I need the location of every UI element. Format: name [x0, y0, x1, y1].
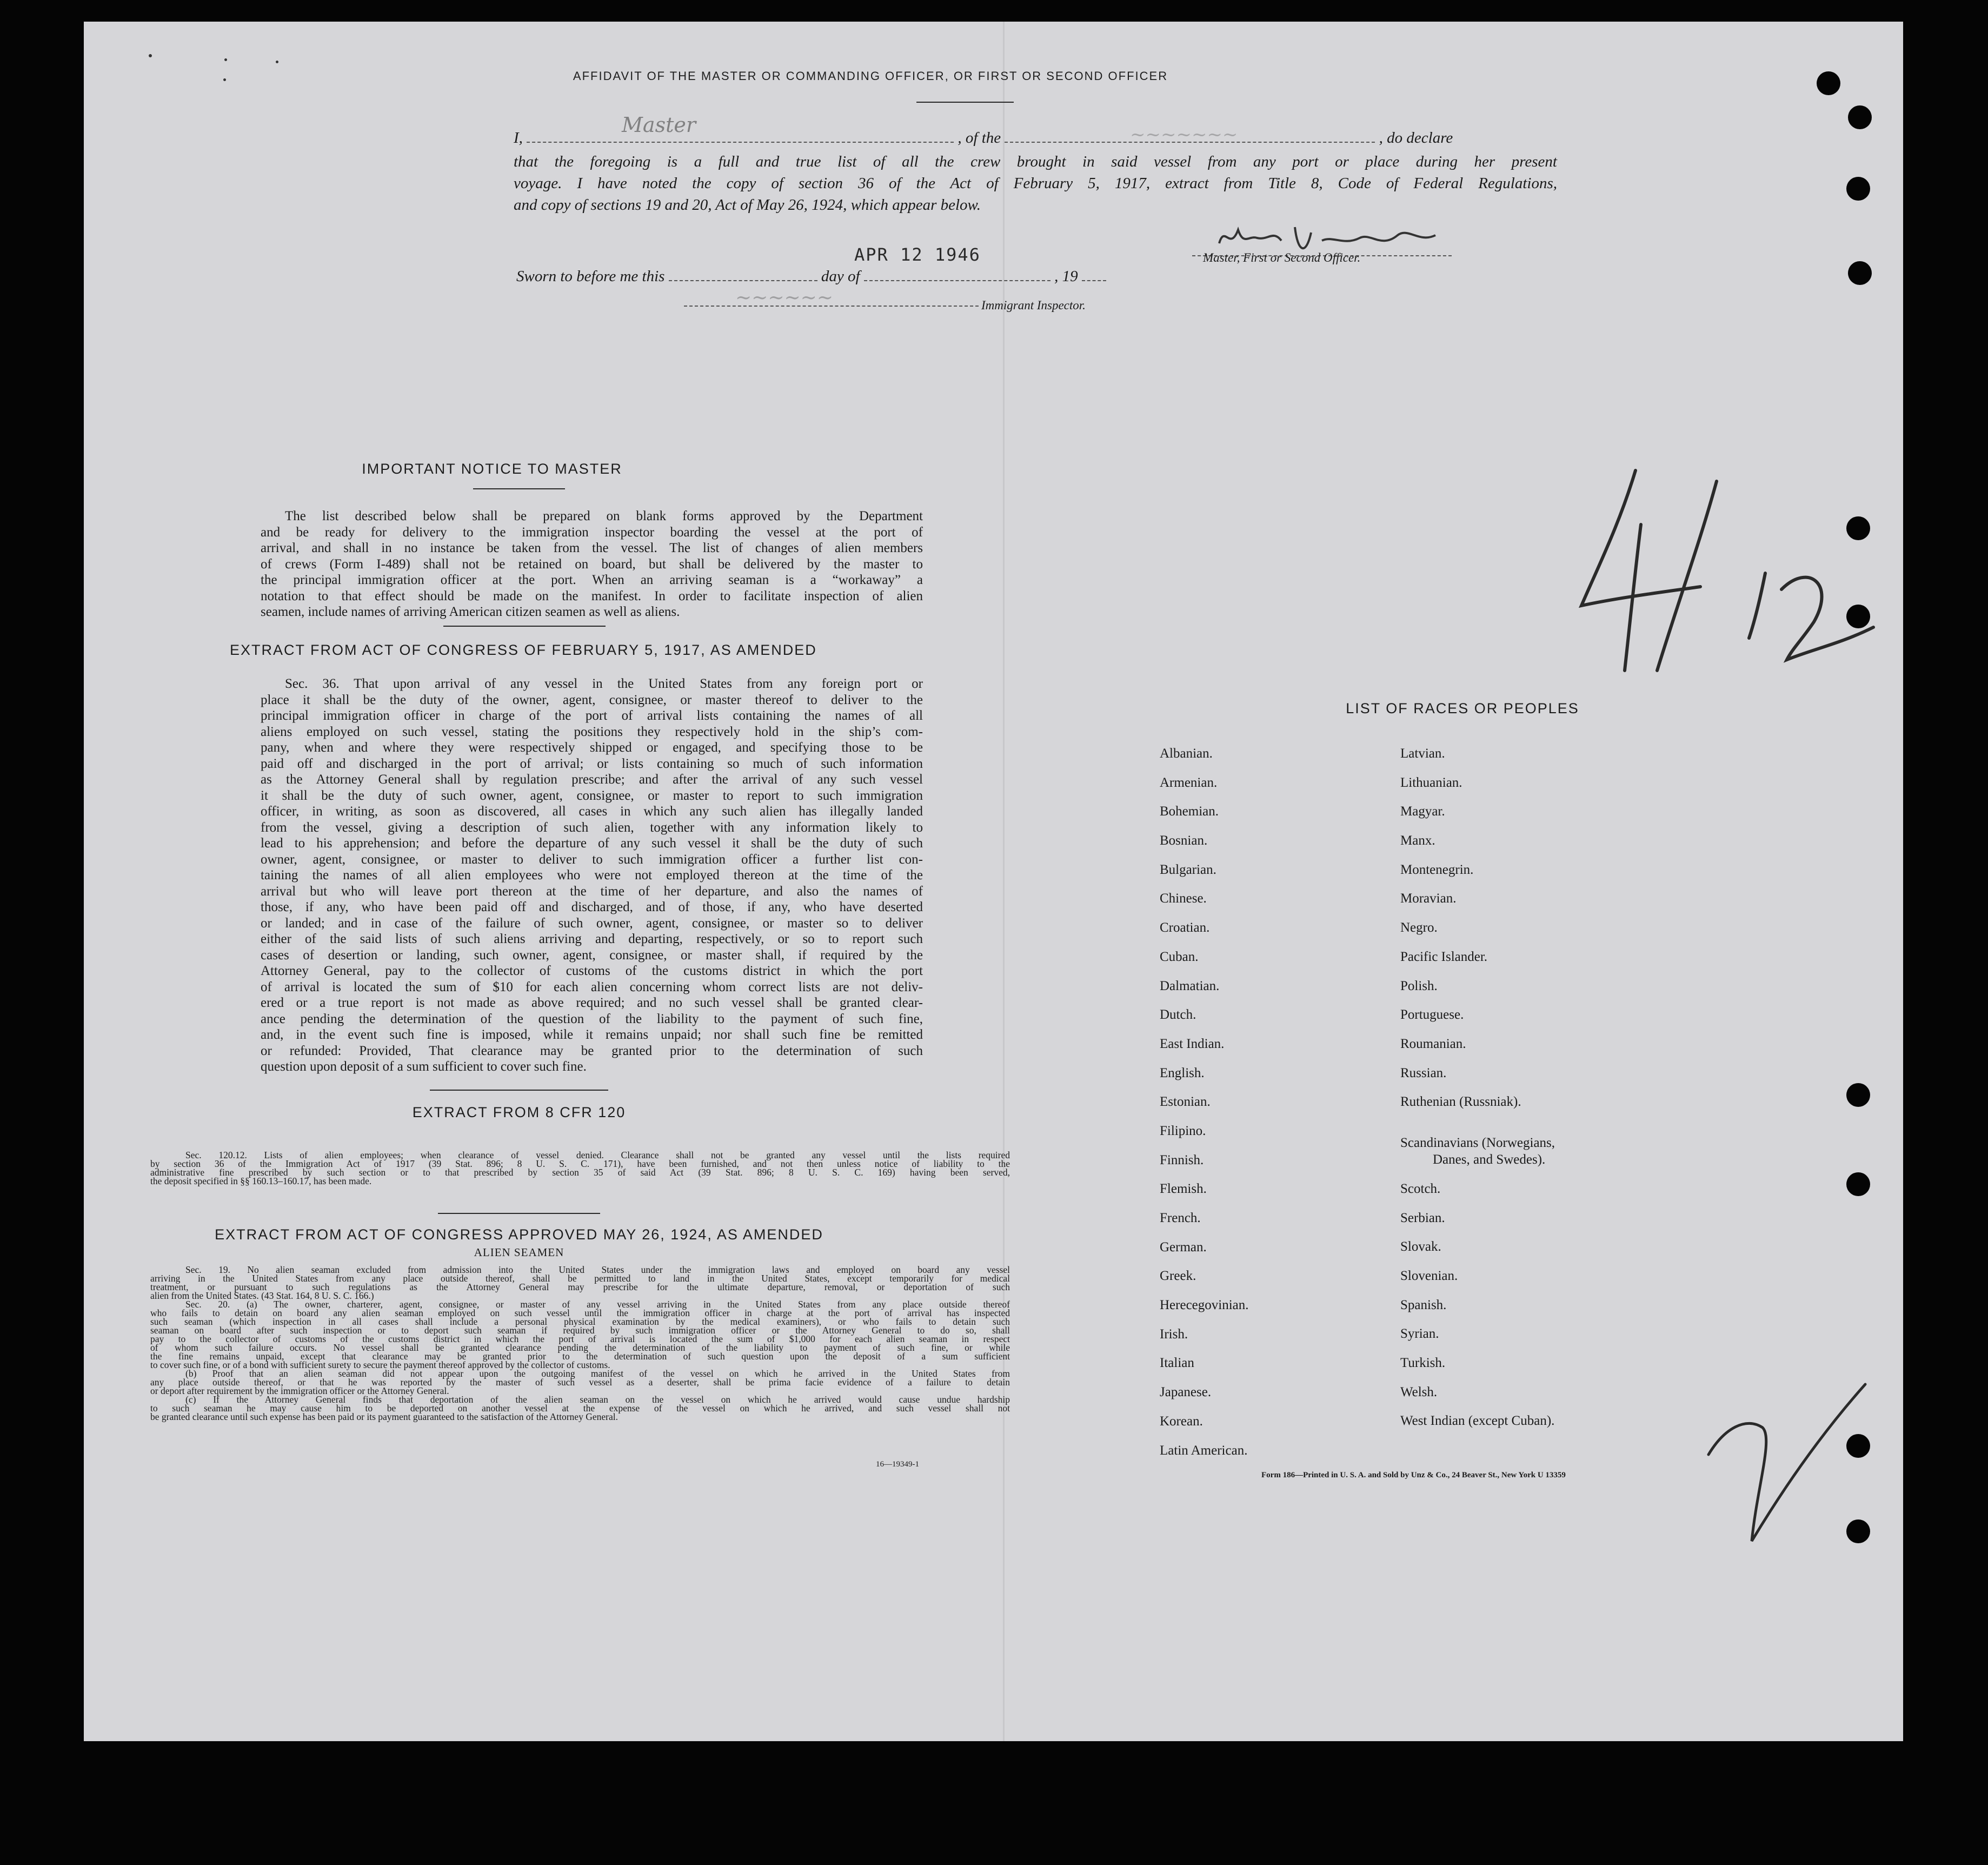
race-item: Korean.: [1160, 1413, 1203, 1429]
race-item: Roumanian.: [1400, 1036, 1466, 1051]
notice-line: of crews (Form I-489) shall not be retained on board, but shall be delivered by the master to: [261, 556, 923, 572]
extract-1924-line: be granted clearance until such expense has been paid or its payment guaranteed to the satisfaction of the Attorney General.: [150, 1411, 618, 1422]
extract-1917-line: officer, in writing, as soon as discovered, all cases in which any such alien has illegally landed: [261, 804, 923, 819]
handwritten-date-mark: [1554, 460, 1879, 687]
extract-1917-line: place it shall be the duty of the owner, agent, consignee, or master thereof to deliver to the: [261, 692, 923, 707]
race-item: Portuguese.: [1400, 1007, 1464, 1023]
race-item: Magyar.: [1400, 804, 1445, 819]
extract-1924-line: Sec. 19. No alien seaman excluded from admission into the United States under the immigration laws and employed on board any vessel: [185, 1264, 1010, 1275]
races-title: LIST OF RACES OR PEOPLES: [1346, 700, 1579, 716]
extract-1917-line: aliens employed on such vessel, stating the positions they respectively hold in the ship’s com-: [261, 724, 923, 739]
master-name-field[interactable]: [527, 142, 954, 143]
race-item: Serbian.: [1400, 1210, 1445, 1225]
sworn-month-field[interactable]: [864, 280, 1050, 281]
handwritten-vessel-scrawl: ~~~~~~~: [1130, 124, 1238, 145]
affidavit-of-the: , of the: [958, 129, 1001, 147]
extract-1924-line: alien from the United States. (43 Stat. 164, 8 U. S. C. 166.): [150, 1290, 374, 1301]
extract-1917-body: [261, 676, 923, 1075]
race-item: Finnish.: [1160, 1152, 1204, 1167]
affidavit-title: AFFIDAVIT OF THE MASTER OR COMMANDING OFFICER, OR FIRST OR SECOND OFFICER: [573, 69, 1168, 83]
extract-1917-line: principal immigration officer in charge of the port of arrival lists containing the names of all: [261, 708, 923, 723]
extract-1924-subtitle: ALIEN SEAMEN: [474, 1246, 564, 1259]
sworn-text: Sworn to before me this: [516, 268, 665, 285]
punch-hole: [1817, 71, 1840, 95]
sworn-line: [516, 268, 1106, 286]
notice-line: the principal immigration officer at the port. When an arriving seaman is a “workaway” a: [261, 573, 923, 587]
extract-1924-line: Sec. 20. (a) The owner, charterer, agent, consignee, or master of any vessel arriving in the United States from any place outside thereof: [185, 1299, 1010, 1310]
document-page: [84, 22, 1903, 1741]
extract-1924-line: (c) If the Attorney General finds that deportation of the alien seaman on the vessel on which he arrived would cause undue hardship: [185, 1394, 1010, 1405]
affidavit-body: [514, 113, 1557, 216]
punch-hole: [1846, 1083, 1870, 1107]
extract-1917-line: ance pending the determination of the question of the liability to the payment of such fine,: [261, 1011, 923, 1026]
notice-divider: [443, 626, 606, 627]
race-item: Estonian.: [1160, 1094, 1211, 1110]
notice-title-rule: [473, 488, 565, 489]
extract-1924-line: seaman on board after such inspection or to deport such seaman if required by such immigration officer or the Attorney General to do so, shall: [150, 1325, 1010, 1336]
race-item: Slovak.: [1400, 1239, 1441, 1255]
extract-1917-divider: [430, 1090, 608, 1091]
race-item: Bohemian.: [1160, 804, 1219, 819]
speck: [276, 61, 278, 63]
extract-cfr-line: the deposit specified in §§ 160.13–160.17, has been made.: [150, 1176, 372, 1186]
extract-1924-line: pay to the collector of customs of the customs district in which the port of arrival is located the sum of $1,000 for each alien seaman in respect: [150, 1333, 1010, 1344]
race-item: Latvian.: [1400, 746, 1445, 761]
affidavit-line-3: voyage. I have noted the copy of section 36 of the Act of February 5, 1917, extract from Title 8, Code of Federal Regulations,: [514, 175, 1557, 192]
race-item: Dalmatian.: [1160, 978, 1220, 993]
race-item: Bosnian.: [1160, 833, 1208, 848]
affidavit-i: I,: [514, 129, 523, 147]
extract-1917-line: either of the said lists of such aliens arriving and departing, respectively, or so to report such: [261, 932, 923, 946]
extract-1917-line: or landed; and in case of the failure of such owner, agent, consignee, or master so to deliver: [261, 915, 923, 931]
handwritten-check-mark: [1703, 1379, 1871, 1557]
race-item: Chinese.: [1160, 891, 1207, 906]
speck: [149, 54, 152, 57]
race-item: Montenegrin.: [1400, 862, 1474, 877]
punch-hole: [1848, 261, 1872, 285]
affidavit-line-4: and copy of sections 19 and 20, Act of May 26, 1924, which appear below.: [514, 196, 981, 214]
date-stamp: APR 12 1946: [854, 244, 981, 265]
extract-cfr-body: [150, 1151, 1010, 1185]
extract-1924-line: any place outside thereof, or that he was reported by the master of such vessel as a deserter, shall be prima facie evidence of a failure to detain: [150, 1377, 1010, 1388]
extract-1924-title: EXTRACT FROM ACT OF CONGRESS APPROVED MAY 26, 1924, AS AMENDED: [215, 1226, 823, 1243]
race-item: Polish.: [1400, 978, 1438, 993]
race-item: Manx.: [1400, 833, 1435, 848]
race-item: Scandinavians (Norwegians,: [1400, 1135, 1555, 1150]
race-item: Danes, and Swedes).: [1433, 1152, 1546, 1167]
affidavit-declare: , do declare: [1379, 129, 1453, 147]
extract-1917-line: Attorney General, pay to the collector of customs of the customs district in which the port: [261, 964, 923, 978]
race-item: Moravian.: [1400, 891, 1457, 906]
notice-line: The list described below shall be prepared on blank forms approved by the Department: [285, 509, 923, 523]
form-number: 16—19349-1: [876, 1460, 919, 1469]
race-item: Syrian.: [1400, 1326, 1439, 1342]
speck: [224, 58, 227, 61]
extract-1917-line: paid off and discharged in the port of arrival; or lists containing so much of such information: [261, 756, 923, 771]
extract-1924-line: to such seaman he may cause him to be deported on another vessel at the expense of the vessel on which he arrived, and such vessel shall not: [150, 1403, 1010, 1413]
extract-1924-line: who fails to detain on board any alien seaman employed on such vessel until the immigration officer in charge at the port of arrival has inspected: [150, 1308, 1010, 1318]
race-item: German.: [1160, 1239, 1207, 1255]
extract-1924-line: or deport after requirement by the immigration officer or the Attorney General.: [150, 1385, 449, 1396]
race-item: Lithuanian.: [1400, 775, 1462, 790]
extract-1917-line: question upon deposit of a sum sufficient to cover such fine.: [261, 1059, 587, 1074]
extract-cfr-title: EXTRACT FROM 8 CFR 120: [412, 1104, 626, 1120]
sworn-day-field[interactable]: [669, 280, 817, 281]
extract-cfr-line: administrative fine prescribed by such section or to that prescribed by section 35 of said Act (39 Stat. 896; 8 U. S. C. 169) having been served,: [150, 1167, 1010, 1178]
extract-1917-line: pany, when and where they were respectively shipped or engaged, and specifying those to be: [261, 740, 923, 755]
races-left-column: [1160, 746, 1249, 1472]
race-item: French.: [1160, 1211, 1201, 1225]
extract-1924-body: [150, 1265, 1010, 1421]
race-item: Welsh.: [1400, 1384, 1438, 1399]
year-text: , 19: [1054, 268, 1078, 285]
extract-1924-line: arriving in the United States from any place outside thereof, shall be permitted to land in the United States, except temporarily for medical: [150, 1273, 1010, 1284]
sworn-year-field[interactable]: [1082, 280, 1106, 281]
race-item: Armenian.: [1160, 775, 1218, 790]
extract-1917-line: from the vessel, giving a description of such alien, together with any information likely to: [261, 820, 923, 835]
race-item: Croatian.: [1160, 920, 1210, 935]
extract-cfr-line: by section 36 of the Immigration Act of 1917 (39 Stat. 896; 8 U. S. C. 171), have been furnished, and not then unless notice of liability to the: [150, 1158, 1010, 1169]
affidavit-title-rule: [916, 102, 1014, 103]
notice-title: IMPORTANT NOTICE TO MASTER: [362, 461, 622, 477]
race-item: Irish.: [1160, 1326, 1188, 1342]
speck: [223, 78, 226, 81]
extract-1917-line: those, if any, who have been paid off and discharged, and of those, if any, who have deserted: [261, 900, 923, 914]
extract-1917-line: Sec. 36. That upon arrival of any vessel in the United States from any foreign port or: [285, 676, 923, 691]
punch-hole: [1846, 1172, 1870, 1196]
race-item: Scotch.: [1400, 1181, 1441, 1196]
race-item: Pacific Islander.: [1400, 949, 1488, 964]
race-item: East Indian.: [1160, 1036, 1225, 1051]
inspector-signature: ~~~~~~: [735, 287, 833, 309]
handwritten-master: Master: [622, 113, 696, 137]
printer-footer: Form 186—Printed in U. S. A. and Sold by Unz & Co., 24 Beaver St., New York U 13359: [1261, 1471, 1566, 1479]
extract-1917-line: or refunded: Provided, That clearance may be granted prior to the determination of such: [261, 1043, 923, 1058]
punch-hole: [1848, 105, 1872, 129]
notice-line: arrival, and shall in no instance be taken from the vessel. The list of changes of alien members: [261, 541, 923, 555]
race-item: Latin American.: [1160, 1443, 1248, 1458]
extract-1924-line: to cover such fine, or of a bond with sufficient surety to secure the payment thereof approved by the collector of customs.: [150, 1359, 610, 1370]
extract-1924-line: (b) Proof that an alien seaman did not appear upon the outgoing manifest of the vessel on which he arrived in the United States from: [185, 1368, 1010, 1379]
extract-1917-line: cases of desertion or landing, such owner, agent, consignee, or master shall, if required by the: [261, 947, 923, 963]
notice-body: [261, 508, 923, 620]
inspector-caption: Immigrant Inspector.: [981, 298, 1086, 312]
extract-cfr-divider: [438, 1213, 600, 1214]
extract-1917-line: taining the names of all alien employees who were not employed thereon at the time of the: [261, 868, 923, 882]
signature-caption: Master, First or Second Officer.: [1203, 251, 1361, 264]
race-item: Turkish.: [1400, 1356, 1446, 1371]
race-item: Italian: [1160, 1356, 1194, 1371]
race-item: Filipino.: [1160, 1123, 1206, 1138]
race-item: English.: [1160, 1065, 1205, 1080]
extract-1917-line: as the Attorney General shall by regulation prescribe; and after the arrival of any such vessel: [261, 772, 923, 787]
race-item: Bulgarian.: [1160, 862, 1216, 877]
extract-1917-line: arrival but who will leave port thereon at the time of her departure, and also the names of: [261, 884, 923, 899]
extract-1924-line: treatment, or pursuant to such regulations as the Attorney General may prescribe for the ultimate departure, removal, or deportation of such: [150, 1282, 1010, 1292]
extract-1924-line: the fine remains unpaid, except that clearance may be granted prior to the determination of such question upon the deposit of a sum sufficient: [150, 1351, 1010, 1362]
extract-cfr-line: Sec. 120.12. Lists of alien employees; when clearance of vessel denied. Clearance shall not be granted any vessel until the lists required: [185, 1150, 1010, 1160]
extract-1917-line: it shall be the duty of such owner, agent, consignee, or master to report to such immigration: [261, 788, 923, 803]
notice-line: and be ready for delivery to the immigration inspector boarding the vessel at the port of: [261, 525, 923, 540]
race-item: Dutch.: [1160, 1007, 1196, 1023]
race-item: Albanian.: [1160, 746, 1213, 761]
race-item: Slovenian.: [1400, 1269, 1458, 1283]
extract-1917-line: and, in the event such fine is imposed, while it remains unpaid; nor shall such fine be remitted: [261, 1027, 923, 1042]
race-item: Cuban.: [1160, 949, 1199, 964]
extract-1917-line: owner, agent, consignee, or master to deliver to such immigration officer a further list con-: [261, 852, 923, 867]
race-item: Ruthenian (Russniak).: [1400, 1094, 1521, 1110]
race-item: Japanese.: [1160, 1385, 1212, 1400]
race-item: Negro.: [1400, 920, 1438, 935]
extract-1924-line: such seaman (which inspection in all cases shall include a personal physical examination by the medical examiners), or who fails to detain such: [150, 1316, 1010, 1327]
punch-hole: [1846, 177, 1870, 201]
race-item: Spanish.: [1400, 1297, 1447, 1312]
day-of-text: day of: [821, 268, 860, 285]
extract-1924-line: of whom such failure occurs. No vessel shall be granted clearance pending the determination of the liability to payment of such fine, or while: [150, 1342, 1010, 1353]
race-item: Herecegovinian.: [1160, 1298, 1249, 1313]
extract-1917-line: ered or a true report is not made as above required; and no such vessel shall be granted clear-: [261, 995, 923, 1010]
affidavit-line-2: that the foregoing is a full and true list of all the crew brought in said vessel from any port or place during her present: [514, 153, 1557, 170]
race-item: West Indian (except Cuban).: [1400, 1413, 1555, 1429]
extract-1917-title: EXTRACT FROM ACT OF CONGRESS OF FEBRUARY 5, 1917, AS AMENDED: [230, 642, 817, 658]
race-item: Flemish.: [1160, 1182, 1207, 1197]
extract-1917-line: of arrival is located the sum of $10 for each alien concerning whom correct lists are not deliv-: [261, 979, 923, 994]
notice-line: seamen, include names of arriving American citizen seamen as well as aliens.: [261, 605, 680, 619]
race-item: Greek.: [1160, 1269, 1196, 1284]
races-right-column: [1400, 746, 1555, 1443]
extract-1917-line: lead to his apprehension; and before the departure of any such vessel it shall be the duty of such: [261, 836, 923, 851]
notice-line: notation to that effect should be made on the manifest. In order to facilitate inspection of alien: [261, 588, 923, 603]
race-item: Russian.: [1400, 1065, 1447, 1080]
